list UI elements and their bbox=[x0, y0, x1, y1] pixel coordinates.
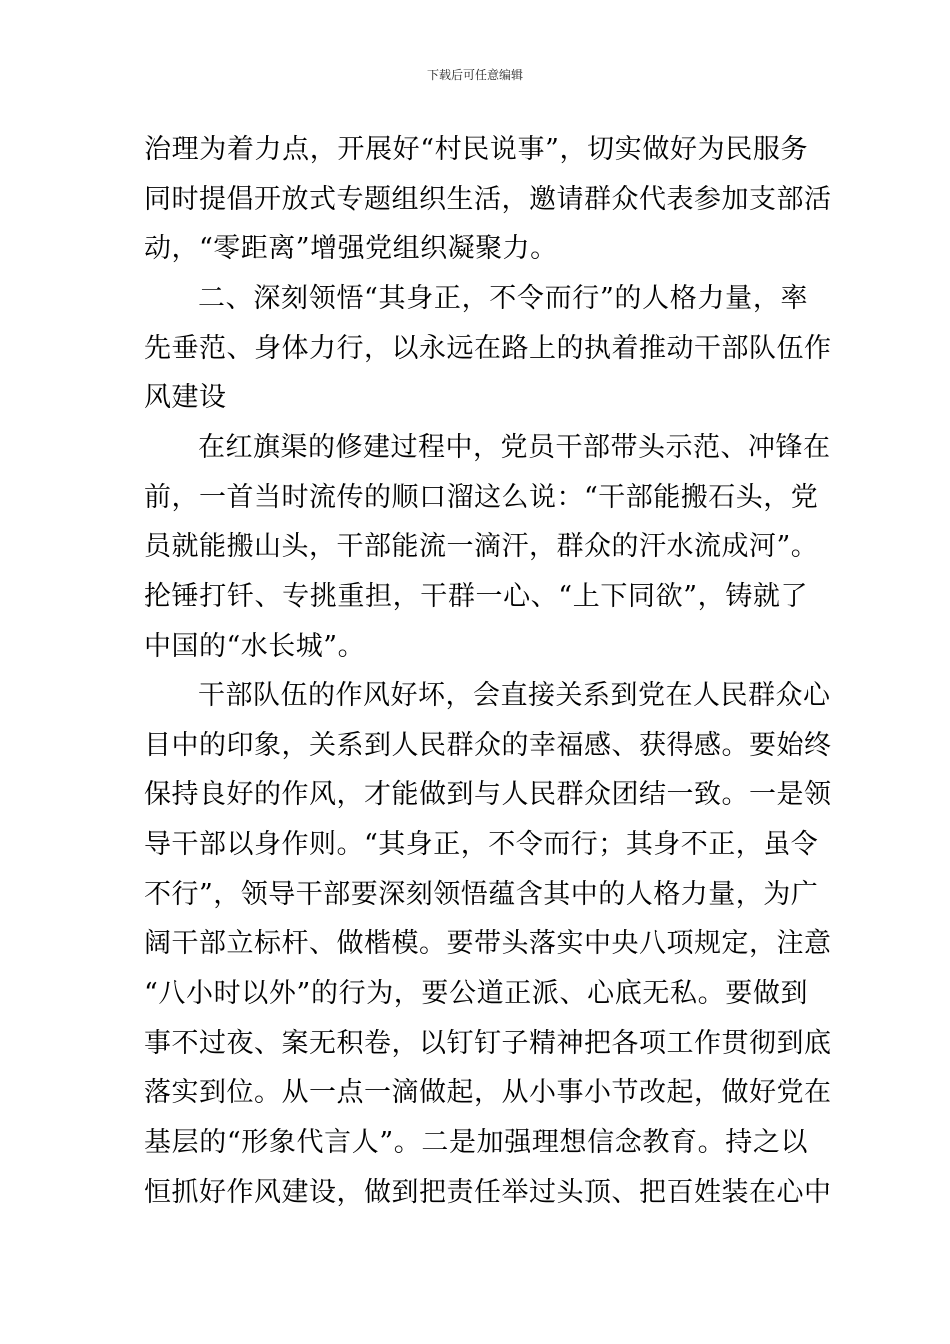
text-line: 在红旗渠的修建过程中，党员干部带头示范、冲锋在 bbox=[198, 432, 831, 463]
text-line: 落实到位。从一点一滴做起，从小事小节改起，做好党在 bbox=[144, 1077, 832, 1108]
section-heading-line: 二、深刻领悟“其身正，不令而行”的人格力量，率 bbox=[198, 283, 808, 314]
text-line: 不行”，领导干部要深刻领悟蕴含其中的人格力量，为广 bbox=[144, 879, 819, 910]
section-heading-line: 先垂范、身体力行，以永远在路上的执着推动干部队伍作 bbox=[144, 333, 832, 364]
text-line: 基层的“形象代言人”。二是加强理想信念教育。持之以 bbox=[144, 1127, 808, 1158]
text-line: 中国的“水长城”。 bbox=[144, 631, 366, 662]
text-line: 动，“零距离”增强党组织凝聚力。 bbox=[144, 233, 558, 264]
text-line: 恒抓好作风建设，做到把责任举过头顶、把百姓装在心中 bbox=[144, 1177, 832, 1208]
section-heading-line: 风建设 bbox=[144, 382, 227, 413]
text-line: 员就能搬山头，干部能流一滴汗，群众的汗水流成河”。 bbox=[144, 531, 819, 562]
text-line: 阔干部立标杆、做楷模。要带头落实中央八项规定，注意 bbox=[144, 928, 832, 959]
text-line: 目中的印象，关系到人民群众的幸福感、获得感。要始终 bbox=[144, 730, 832, 761]
text-line: 导干部以身作则。“其身正，不令而行；其身不正，虽令 bbox=[144, 829, 819, 860]
text-line: 同时提倡开放式专题组织生活，邀请群众代表参加支部活 bbox=[144, 184, 832, 215]
page-header-note: 下载后可任意编辑 bbox=[426, 68, 523, 82]
text-line: “八小时以外”的行为，要公道正派、心底无私。要做到 bbox=[144, 978, 808, 1009]
text-line: 保持良好的作风，才能做到与人民群众团结一致。一是领 bbox=[144, 779, 832, 810]
text-line: 干部队伍的作风好坏，会直接关系到党在人民群众心 bbox=[198, 680, 831, 711]
text-line: 治理为着力点，开展好“村民说事”，切实做好为民服务 bbox=[144, 134, 808, 165]
text-line: 前，一首当时流传的顺口溜这么说：“干部能搬石头，党 bbox=[144, 482, 819, 513]
text-line: 事不过夜、案无积卷，以钉钉子精神把各项工作贯彻到底 bbox=[144, 1028, 832, 1059]
text-line: 抡锤打钎、专挑重担，干群一心、“上下同欲”，铸就了 bbox=[144, 581, 808, 612]
